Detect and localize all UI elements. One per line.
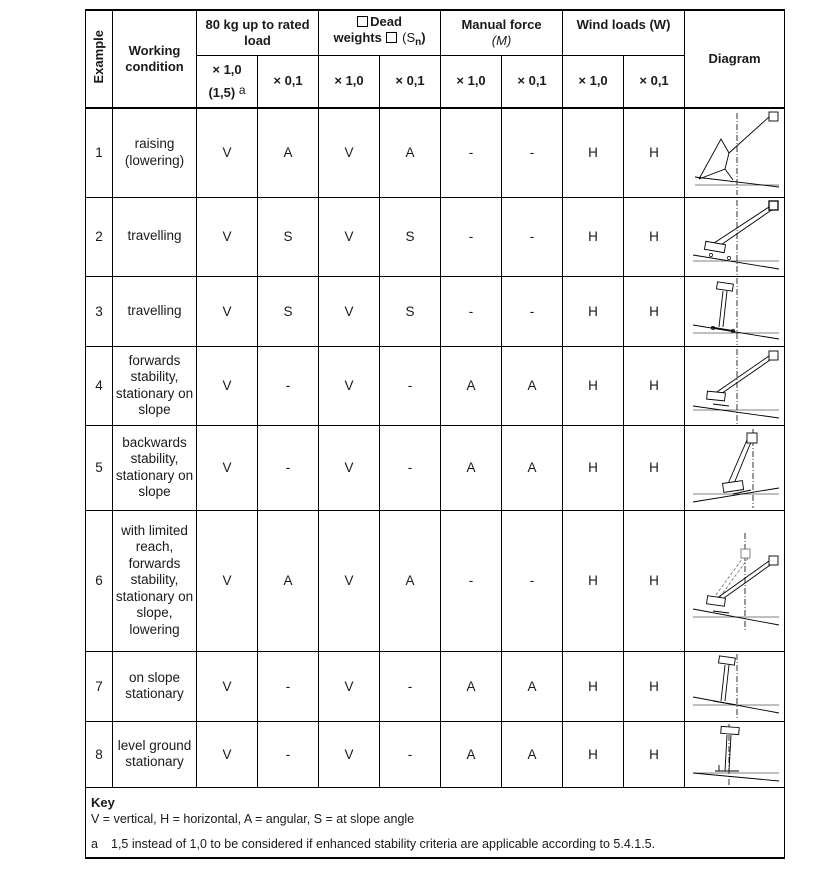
row-number: 3 xyxy=(86,276,113,346)
cell-value: A xyxy=(441,651,502,721)
cell-value: - xyxy=(258,721,319,787)
header-wind-loads xyxy=(563,10,685,55)
cell-value: S xyxy=(258,197,319,276)
crane-on-slope-diagram xyxy=(689,653,781,719)
row-condition: raising (lowering) xyxy=(113,108,197,197)
cell-value: S xyxy=(380,197,441,276)
table-row xyxy=(86,346,785,425)
factor-label: × 0,1 xyxy=(273,73,303,89)
cell-value: H xyxy=(624,108,685,197)
cell-value: S xyxy=(380,276,441,346)
header-weights-label: weights xyxy=(333,30,382,46)
footnote xyxy=(91,836,780,853)
row-condition: level ground stationary xyxy=(113,721,197,787)
cell-value: V xyxy=(197,721,258,787)
header-sn-close: ) xyxy=(421,30,426,46)
header-factor-wind-10 xyxy=(563,55,624,108)
header-factor-manual-01 xyxy=(502,55,563,108)
cell-value: V xyxy=(319,276,380,346)
diagram-cell xyxy=(685,510,785,651)
cell-value: H xyxy=(563,197,624,276)
header-sn-symbol: (S xyxy=(402,30,416,46)
cell-value: A xyxy=(380,510,441,651)
diagram-cell xyxy=(685,346,785,425)
factor-label: × 0,1 xyxy=(639,73,669,89)
cell-value: - xyxy=(502,197,563,276)
header-manual-force xyxy=(441,10,563,55)
header-factor-manual-10 xyxy=(441,55,502,108)
header-factor-dead-10 xyxy=(319,55,380,108)
header-manual-force-label: Manual force xyxy=(461,17,542,32)
row-number: 6 xyxy=(86,510,113,651)
cell-value: V xyxy=(319,108,380,197)
row-number: 2 xyxy=(86,197,113,276)
crane-forwards-stability-diagram xyxy=(689,348,781,424)
table-row xyxy=(86,721,785,787)
factor-label: × 1,0 xyxy=(578,73,608,89)
factor-15-label: (1,5) xyxy=(208,84,236,100)
row-number: 7 xyxy=(86,651,113,721)
row-condition: backwards stability, stationary on slope xyxy=(113,425,197,510)
table-row xyxy=(86,197,785,276)
header-dead-label: Dead xyxy=(370,14,402,30)
header-example-label: Example xyxy=(91,30,106,84)
factor-label: × 1,0 xyxy=(456,73,486,89)
cell-value: H xyxy=(563,425,624,510)
cell-value: H xyxy=(624,425,685,510)
cell-value: H xyxy=(624,651,685,721)
cell-value: V xyxy=(197,276,258,346)
diagram-cell xyxy=(685,721,785,787)
cell-value: V xyxy=(319,651,380,721)
key-row xyxy=(86,787,785,858)
crane-limited-reach-diagram xyxy=(689,531,781,631)
cell-value: H xyxy=(624,346,685,425)
row-condition: travelling xyxy=(113,197,197,276)
header-dead-weights xyxy=(319,10,441,55)
factor-label: × 1,0 xyxy=(334,73,364,89)
header-wind-loads-label: Wind loads (W) xyxy=(576,17,671,32)
header-load-group-label: 80 kg up to rated load xyxy=(205,16,310,48)
cell-value: - xyxy=(380,425,441,510)
cell-value: A xyxy=(502,651,563,721)
cell-value: S xyxy=(258,276,319,346)
cell-value: A xyxy=(502,346,563,425)
cell-value: A xyxy=(380,108,441,197)
diagram-cell xyxy=(685,276,785,346)
cell-value: H xyxy=(563,346,624,425)
header-diagram-label: Diagram xyxy=(708,51,761,66)
cell-value: A xyxy=(258,108,319,197)
cell-value: - xyxy=(380,721,441,787)
cell-value: A xyxy=(441,346,502,425)
row-condition: with limited reach, forwards stability, stationary on slope, lowering xyxy=(113,510,197,651)
header-factor-load-10 xyxy=(197,55,258,108)
cell-value: A xyxy=(441,721,502,787)
crane-raising-diagram xyxy=(689,111,781,195)
crane-level-ground-diagram xyxy=(689,723,781,785)
cell-value: V xyxy=(197,425,258,510)
table-row xyxy=(86,108,785,197)
footnote-ref: a xyxy=(238,82,246,97)
cell-value: H xyxy=(563,108,624,197)
header-manual-force-symbol: (M) xyxy=(491,33,512,48)
key-title: Key xyxy=(91,794,115,810)
header-factor-load-01 xyxy=(258,55,319,108)
factor-label: × 1,0 xyxy=(212,61,242,77)
diagram-cell xyxy=(685,425,785,510)
table-row xyxy=(86,651,785,721)
cell-value: - xyxy=(258,346,319,425)
footnote-mark: a xyxy=(91,836,98,851)
cell-value: V xyxy=(197,651,258,721)
crane-travelling-diagram xyxy=(689,277,781,345)
cell-value: - xyxy=(441,108,502,197)
cell-value: - xyxy=(380,651,441,721)
cell-value: V xyxy=(319,721,380,787)
cell-value: V xyxy=(197,346,258,425)
row-condition: forwards stability, stationary on slope xyxy=(113,346,197,425)
cell-value: V xyxy=(197,510,258,651)
header-example xyxy=(86,10,113,108)
cell-value: H xyxy=(624,721,685,787)
dead-weight-symbol-icon xyxy=(386,32,397,43)
diagram-cell xyxy=(685,651,785,721)
table-row xyxy=(86,276,785,346)
cell-value: H xyxy=(563,510,624,651)
cell-value: V xyxy=(319,510,380,651)
cell-value: - xyxy=(441,197,502,276)
table-row xyxy=(86,510,785,651)
header-factor-dead-01 xyxy=(380,55,441,108)
key-cell xyxy=(86,787,785,858)
cell-value: V xyxy=(319,425,380,510)
cell-value: A xyxy=(502,721,563,787)
cell-value: - xyxy=(258,651,319,721)
load-combination-table xyxy=(85,9,785,859)
header-working-condition xyxy=(113,10,197,108)
crane-travelling-slope-diagram xyxy=(689,199,781,275)
header-sn-subscript: n xyxy=(415,37,422,49)
factor-label: × 0,1 xyxy=(395,73,425,89)
table-row xyxy=(86,425,785,510)
header-working-condition-label: Working condition xyxy=(125,43,184,74)
cell-value: - xyxy=(441,510,502,651)
cell-value: V xyxy=(197,108,258,197)
row-condition: travelling xyxy=(113,276,197,346)
header-factor-wind-01 xyxy=(624,55,685,108)
cell-value: V xyxy=(197,197,258,276)
cell-value: A xyxy=(441,425,502,510)
key-text: V = vertical, H = horizontal, A = angular, S = at slope angle xyxy=(91,811,415,826)
cell-value: H xyxy=(624,276,685,346)
row-number: 1 xyxy=(86,108,113,197)
footnote-text: 1,5 instead of 1,0 to be considered if enhanced stability criteria are applicable according to 5.4.1.5. xyxy=(111,836,656,851)
dead-weight-symbol-icon xyxy=(357,16,368,27)
diagram-cell xyxy=(685,108,785,197)
crane-backwards-stability-diagram xyxy=(689,428,781,508)
header-diagram xyxy=(685,10,785,108)
row-number: 4 xyxy=(86,346,113,425)
cell-value: - xyxy=(441,276,502,346)
diagram-cell xyxy=(685,197,785,276)
row-number: 8 xyxy=(86,721,113,787)
cell-value: V xyxy=(319,346,380,425)
header-load-group xyxy=(197,10,319,55)
cell-value: - xyxy=(380,346,441,425)
cell-value: H xyxy=(624,510,685,651)
cell-value: - xyxy=(502,108,563,197)
cell-value: - xyxy=(258,425,319,510)
cell-value: A xyxy=(258,510,319,651)
cell-value: - xyxy=(502,510,563,651)
cell-value: H xyxy=(624,197,685,276)
cell-value: H xyxy=(563,721,624,787)
cell-value: H xyxy=(563,276,624,346)
cell-value: H xyxy=(563,651,624,721)
row-number: 5 xyxy=(86,425,113,510)
cell-value: - xyxy=(502,276,563,346)
factor-label: × 0,1 xyxy=(517,73,547,89)
cell-value: V xyxy=(319,197,380,276)
row-condition: on slope stationary xyxy=(113,651,197,721)
cell-value: A xyxy=(502,425,563,510)
